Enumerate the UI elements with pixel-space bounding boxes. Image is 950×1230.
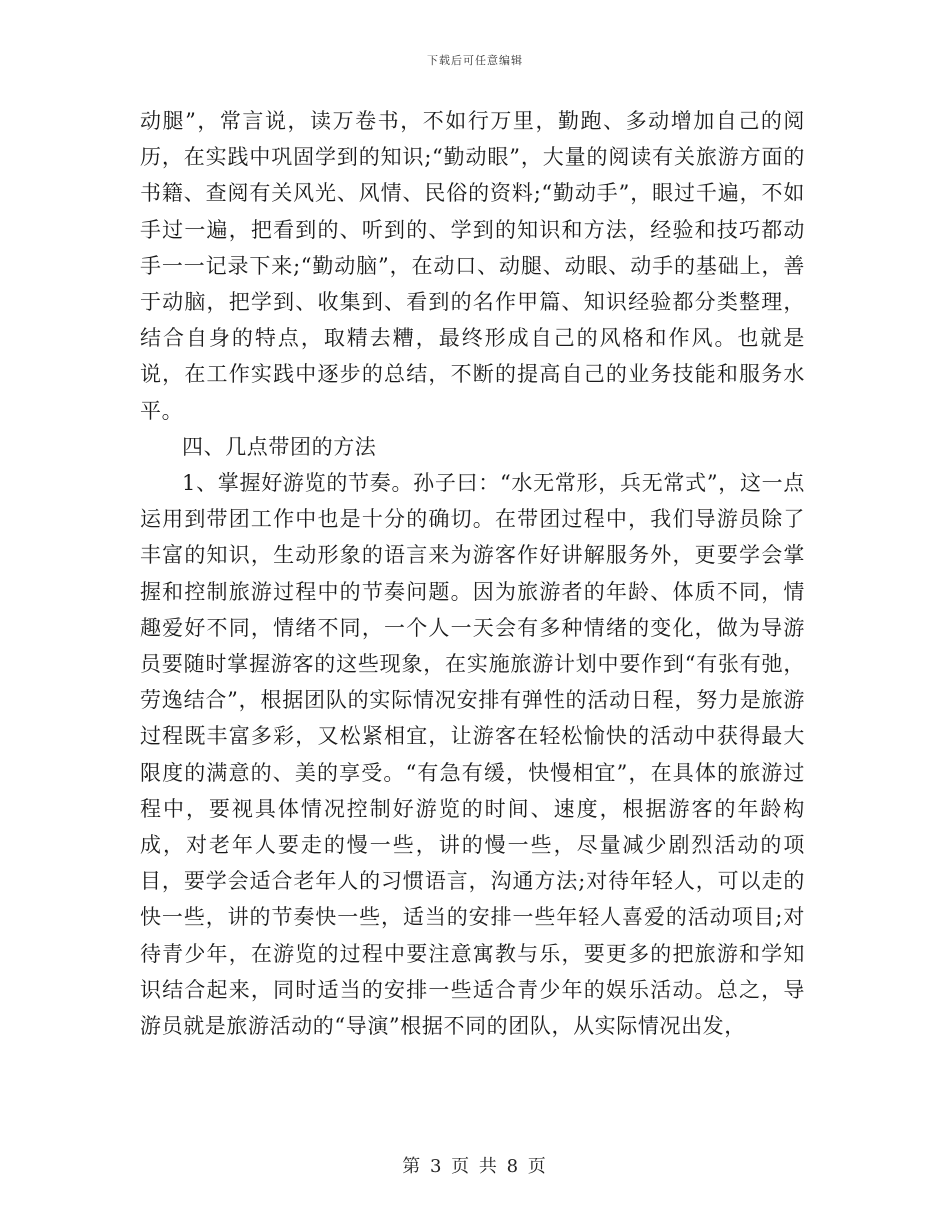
page-header: 下载后可任意编辑: [427, 54, 523, 67]
section-heading: 四、几点带团的方法: [182, 434, 377, 459]
document-body: [140, 103, 805, 1044]
page-footer: 第 3 页 共 8 页: [402, 1156, 548, 1177]
body-paragraph-continuation: 动腿”，常言说，读万卷书，不如行万里，勤跑、多动增加自己的阅历，在实践中巩固学到的知识;“勤动眼”，大量的阅读有关旅游方面的书籍、查阅有关风光、风情、民俗的资料;“勤动手”，眼过千遍，不如手过一遍，把看到的、听到的、学到的知识和方法，经验和技巧都动手一一记录下来;“勤动脑”，在动口、动腿、动眼、动手的基础上，善于动脑，把学到、收集到、看到的名作甲篇、知识经验都分类整理，结合自身的特点，取精去糟，最终形成自己的风格和作风。也就是说，在工作实践中逐步的总结，不断的提高自己的业务技能和服务水平。: [140, 109, 805, 423]
body-paragraph-tour-rhythm: 1、掌握好游览的节奏。孙子曰：“水无常形，兵无常式”，这一点运用到带团工作中也是十分的确切。在带团过程中，我们导游员除了丰富的知识，生动形象的语言来为游客作好讲解服务外，更要学会掌握和控制旅游过程中的节奏问题。因为旅游者的年龄、体质不同，情趣爱好不同，情绪不同，一个人一天会有多种情绪的变化，做为导游员要随时掌握游客的这些现象，在实施旅游计划中要作到“有张有弛，劳逸结合”，根据团队的实际情况安排有弹性的活动日程，努力是旅游过程既丰富多彩，又松紧相宜，让游客在轻松愉快的活动中获得最大限度的满意的、美的享受。“有急有缓，快慢相宜”，在具体的旅游过程中，要视具体情况控制好游览的时间、速度，根据游客的年龄构成，对老年人要走的慢一些，讲的慢一些，尽量减少剧烈活动的项目，要学会适合老年人的习惯语言，沟通方法;对待年轻人，可以走的快一些，讲的节奏快一些，适当的安排一些年轻人喜爱的活动项目;对待青少年，在游览的过程中要注意寓教与乐，要更多的把旅游和学知识结合起来，同时适当的安排一些适合青少年的娱乐活动。总之，导游员就是旅游活动的“导演”根据不同的团队，从实际情况出发，: [140, 471, 805, 1039]
